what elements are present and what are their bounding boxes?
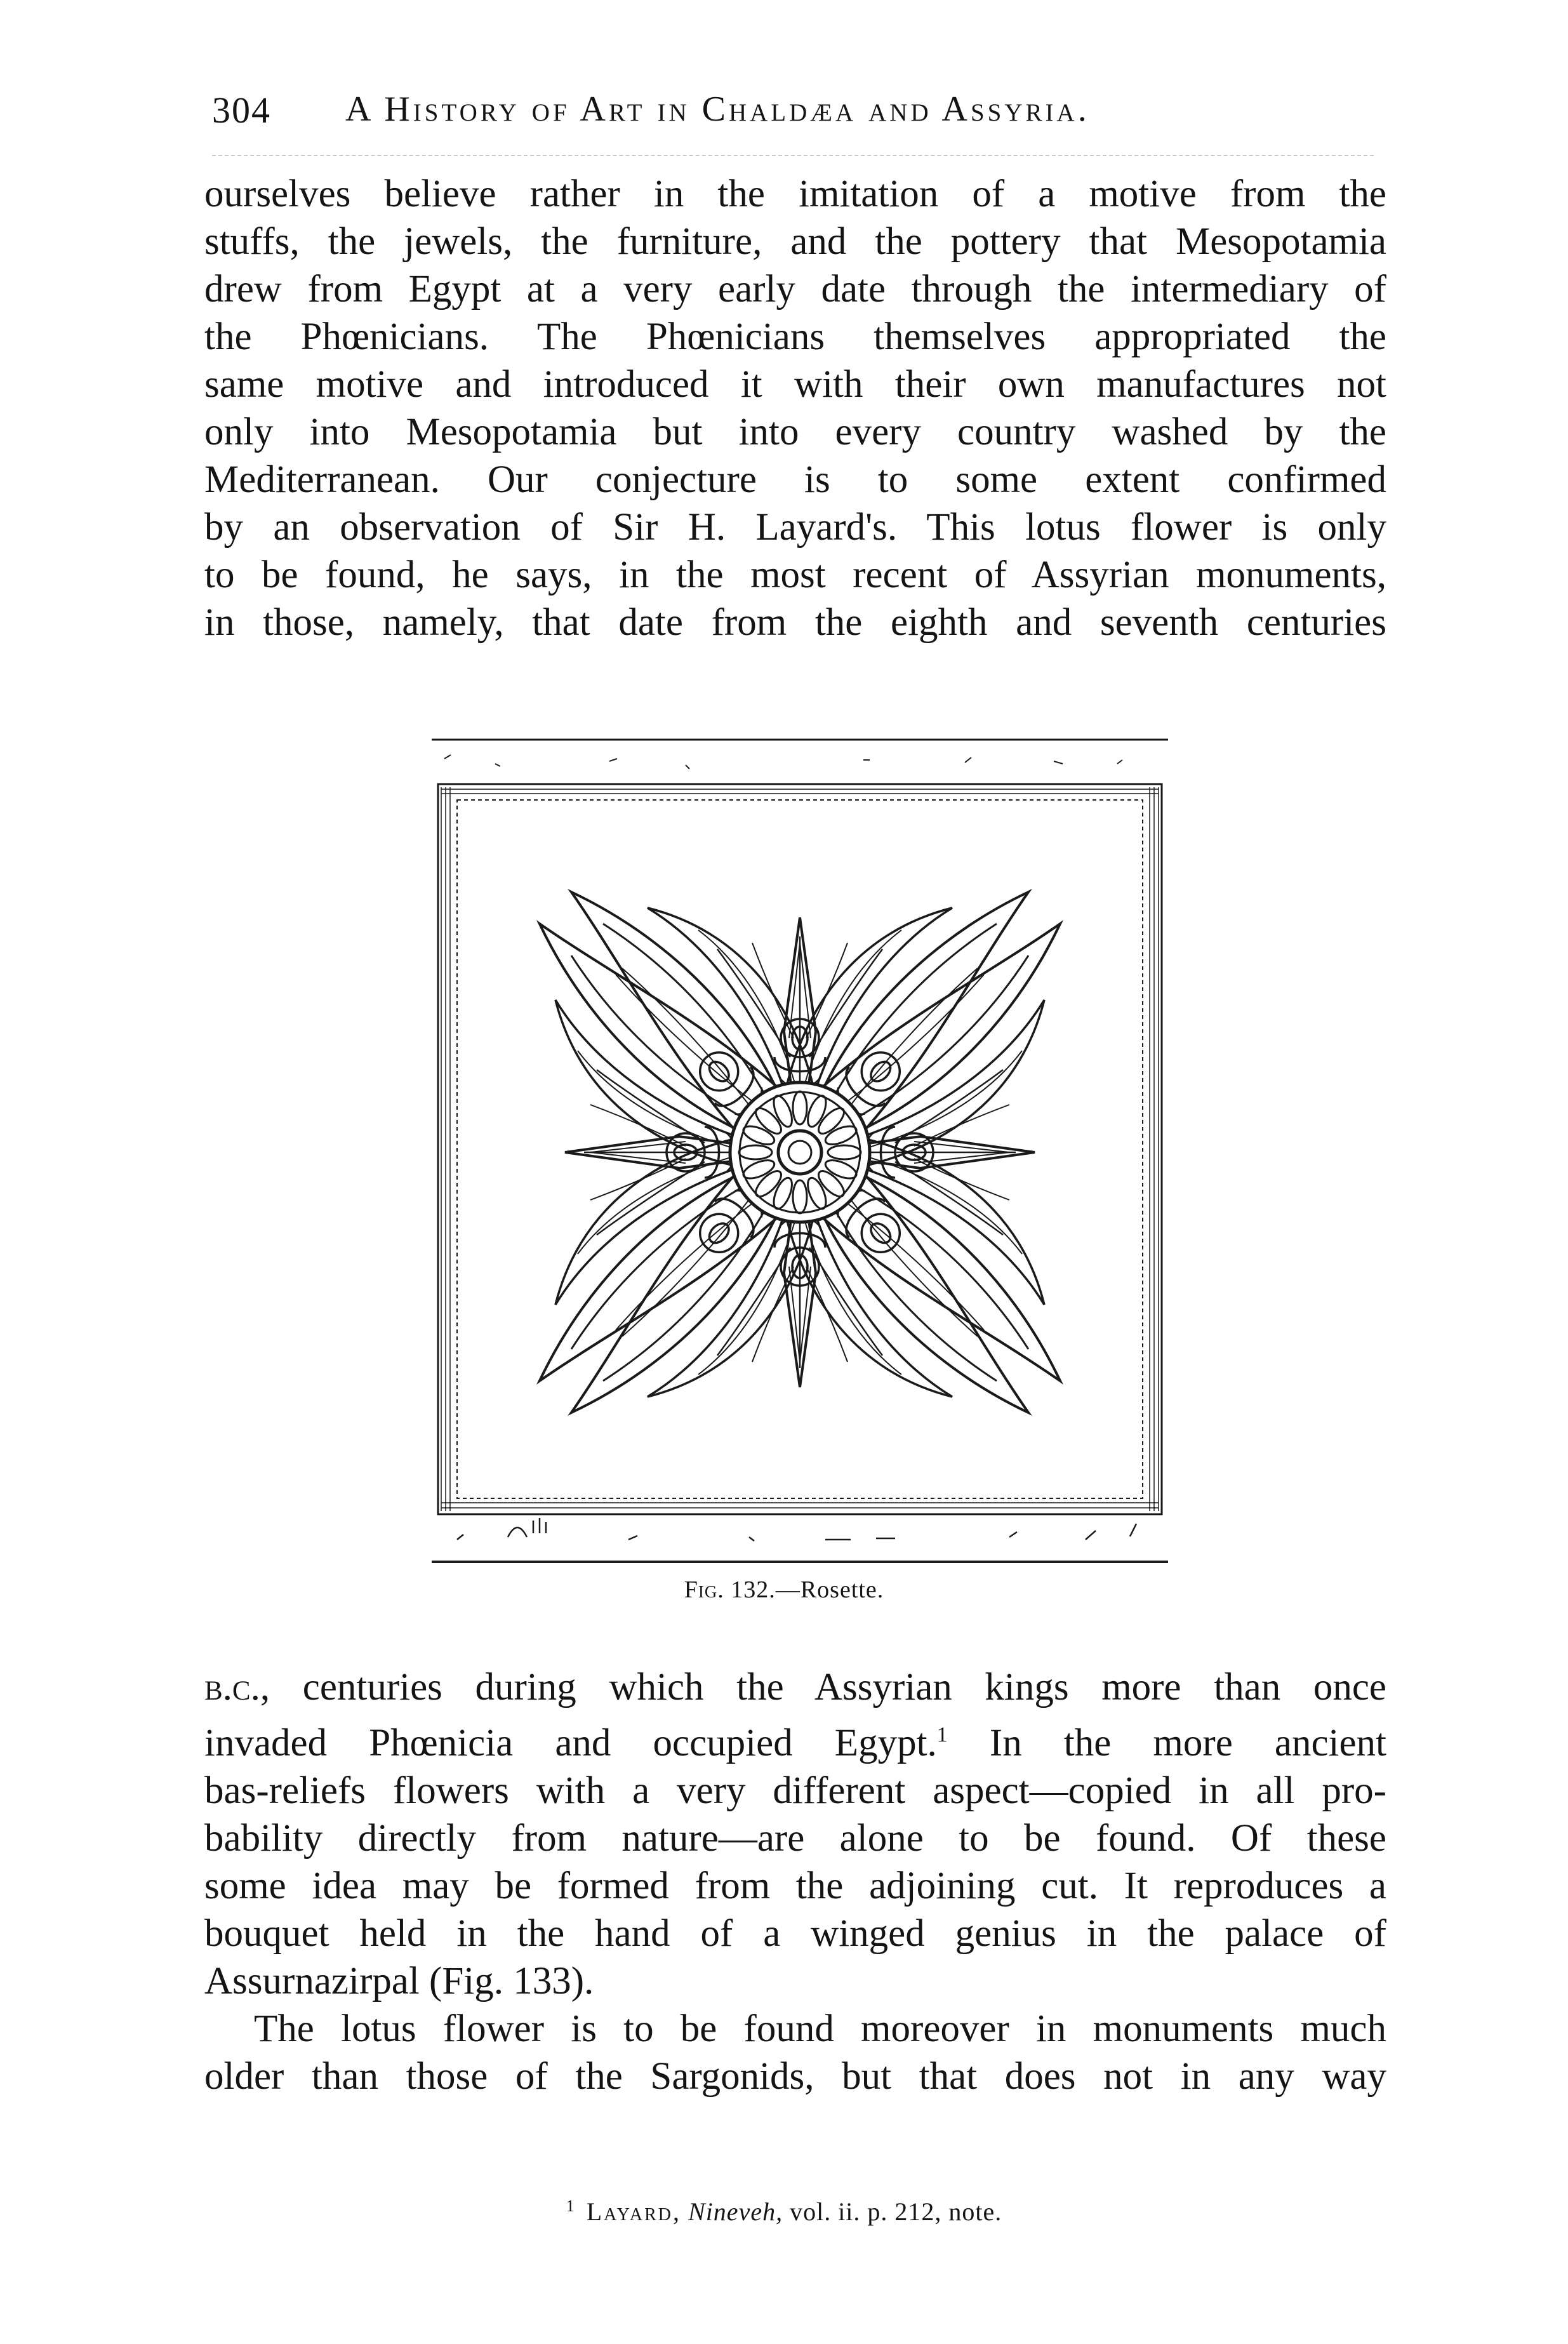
text-line: Mediterranean. Our conjecture is to some extent confirmed bbox=[204, 458, 1386, 501]
header-rule bbox=[212, 155, 1374, 156]
text-line: stuffs, the jewels, the furniture, and the pottery that Mesopotamia bbox=[204, 220, 1386, 263]
text-line: by an observation of Sir H. Layard's. This lotus flower is only bbox=[204, 506, 1386, 549]
figure-caption: Fig. 132.—Rosette. bbox=[684, 1576, 884, 1603]
text-line: to be found, he says, in the most recent of Assyrian monuments, bbox=[204, 554, 1386, 596]
text-fragment: In the more ancient bbox=[947, 1722, 1386, 1764]
text-line: drew from Egypt at a very early date through the intermediary of bbox=[204, 268, 1386, 310]
running-title: A History of Art in Chaldæa and Assyria. bbox=[345, 90, 1090, 129]
text-line: bas-reliefs flowers with a very different aspect—copied in all pro- bbox=[204, 1769, 1386, 1812]
text-fragment: invaded Phœnicia and occupied Egypt. bbox=[204, 1722, 937, 1764]
era-abbreviation: b.c., bbox=[204, 1666, 270, 1708]
text-fragment: centuries during which the Assyrian kings more than once bbox=[270, 1666, 1386, 1708]
footnote-marker: 1 bbox=[566, 2197, 575, 2215]
text-line bbox=[204, 1711, 1386, 1767]
running-header bbox=[212, 89, 1380, 140]
text-line: The lotus flower is to be found moreover in monuments much bbox=[254, 2008, 1386, 2050]
text-line: ourselves believe rather in the imitation of a motive from the bbox=[204, 173, 1386, 215]
text-line: the Phœnicians. The Phœnicians themselves appropriated the bbox=[204, 316, 1386, 358]
rosette-illustration bbox=[419, 714, 1181, 1590]
page-number: 304 bbox=[212, 90, 271, 131]
text-line: in those, namely, that date from the eighth and seventh centuries bbox=[204, 601, 1386, 644]
text-line: Assurnazirpal (Fig. 133). bbox=[204, 1960, 594, 2002]
footnote-reference: 1 bbox=[936, 1723, 948, 1747]
text-line bbox=[204, 1663, 1386, 1711]
body-text-top bbox=[204, 170, 1386, 646]
text-line: only into Mesopotamia but into every country washed by the bbox=[204, 411, 1386, 453]
footnote bbox=[0, 2197, 1568, 2227]
body-text-bottom bbox=[204, 1663, 1386, 2100]
figure-title: Rosette. bbox=[800, 1576, 884, 1603]
footnote-rest: vol. ii. p. 212, note. bbox=[783, 2197, 1002, 2226]
text-line: older than those of the Sargonids, but that does not in any way bbox=[204, 2055, 1386, 2098]
figure-label: Fig. 132. bbox=[684, 1576, 776, 1603]
text-line: same motive and introduced it with their own manufactures not bbox=[204, 363, 1386, 406]
text-line: bouquet held in the hand of a winged genius in the palace of bbox=[204, 1912, 1386, 1955]
footnote-work: Nineveh, bbox=[688, 2197, 783, 2226]
text-line: some idea may be formed from the adjoining cut. It reproduces a bbox=[204, 1865, 1386, 1907]
footnote-author: Layard, bbox=[586, 2197, 682, 2226]
text-line: bability directly from nature—are alone to be found. Of these bbox=[204, 1817, 1386, 1860]
rosette-figure bbox=[419, 714, 1181, 1590]
